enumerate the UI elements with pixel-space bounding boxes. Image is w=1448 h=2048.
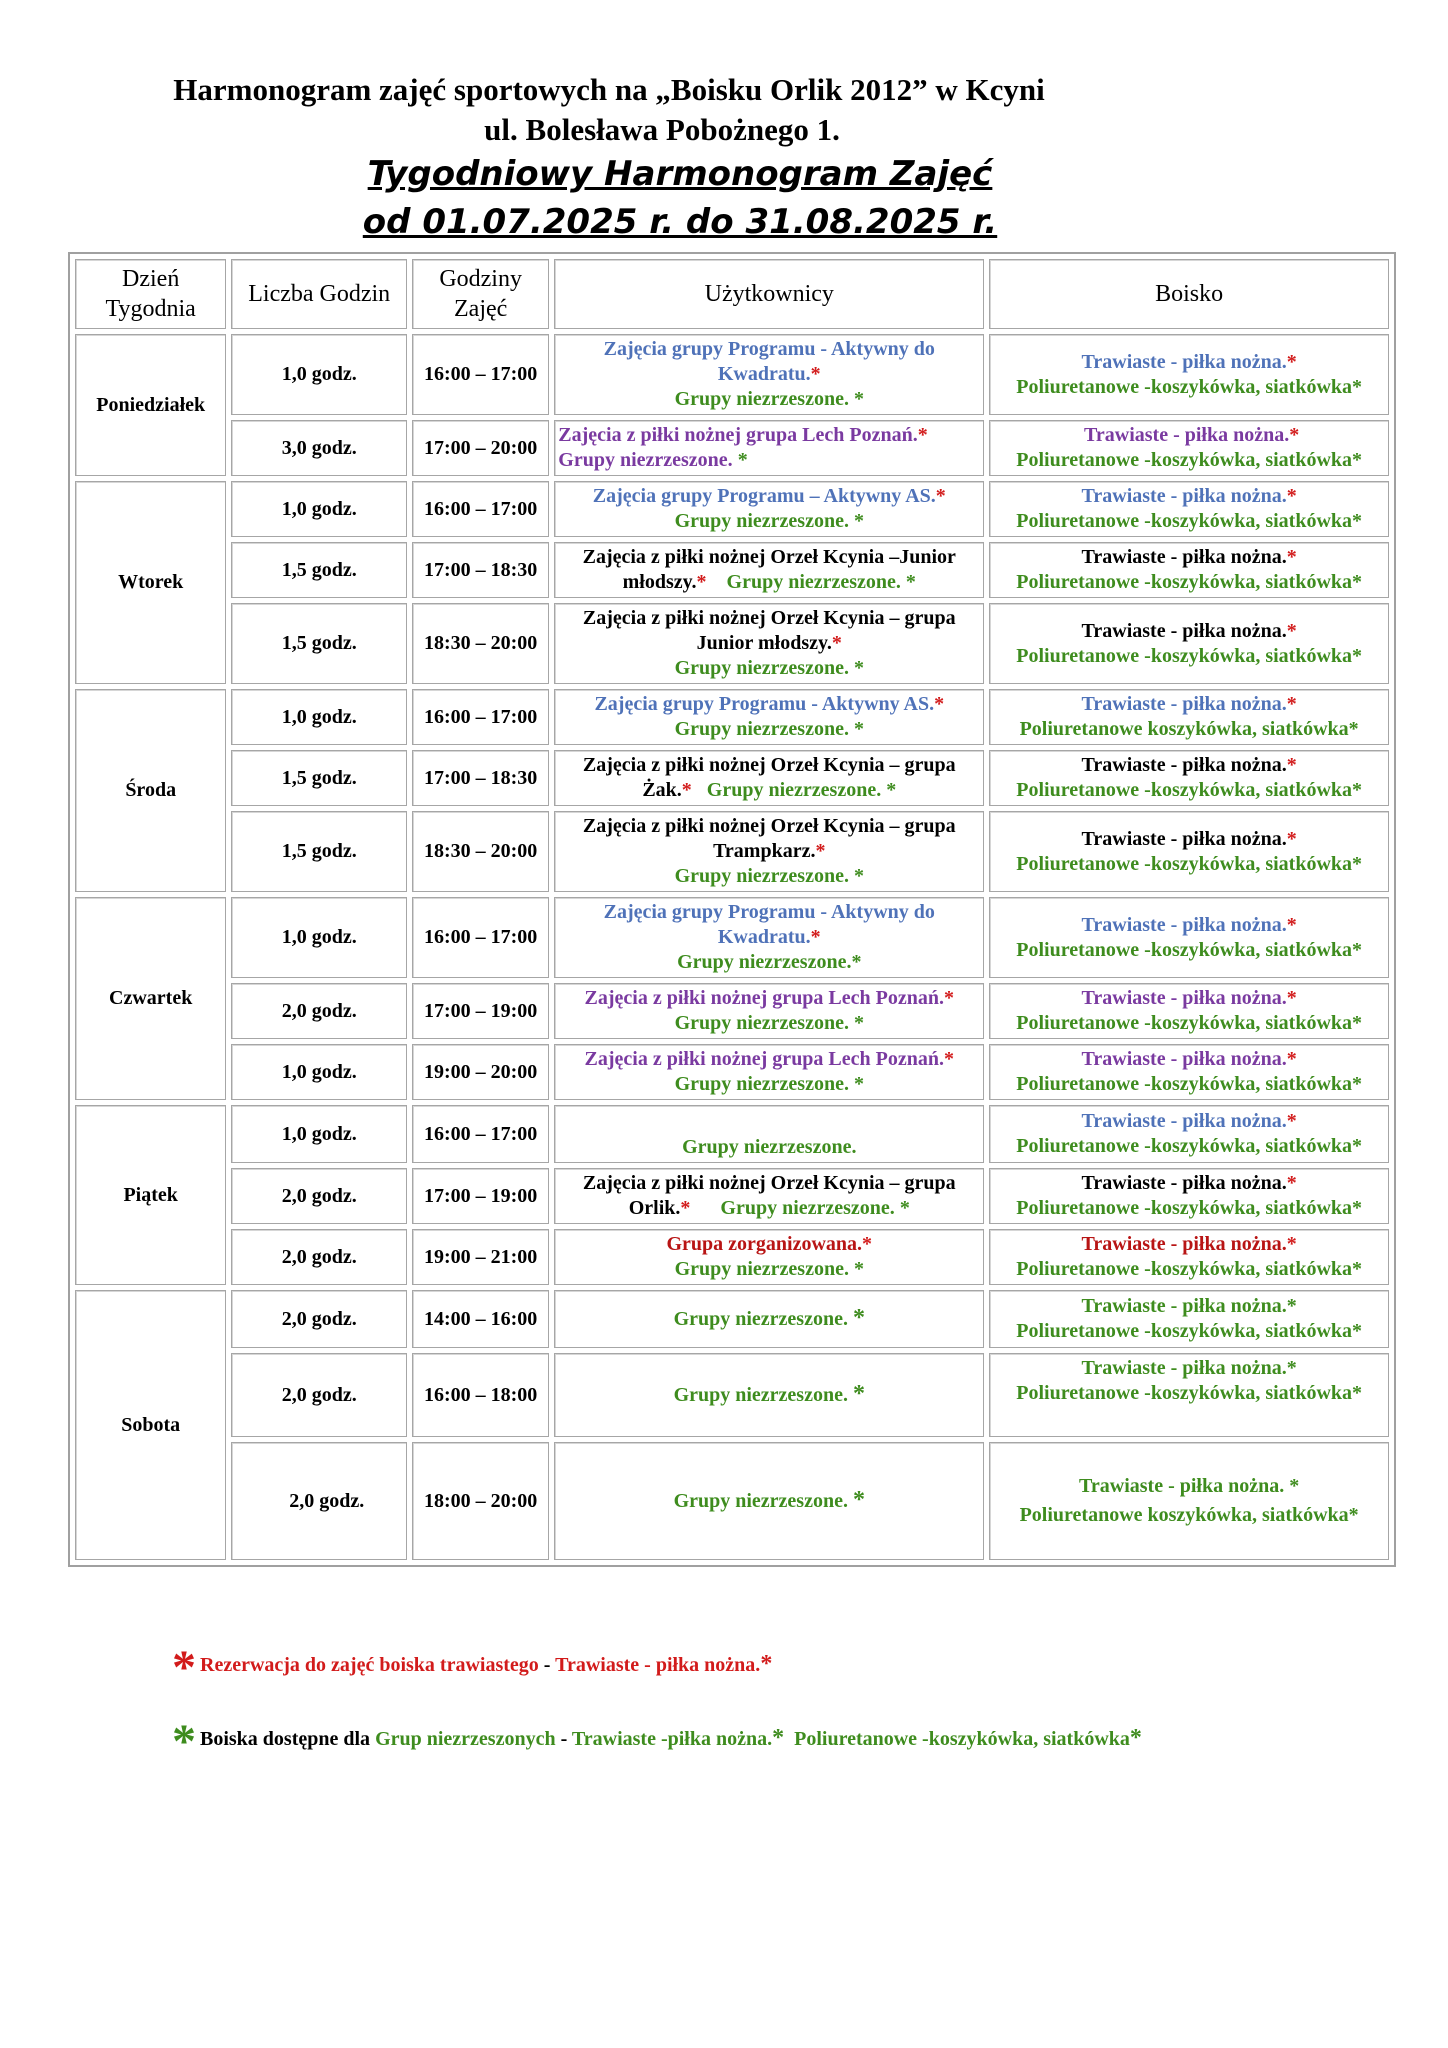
hours-cell: 1,5 godz.: [231, 750, 407, 806]
table-row: [75, 334, 1389, 415]
title-line-1: Harmonogram zajęć sportowych na „Boisku Orlik 2012” w Kcyni: [173, 72, 1045, 107]
red-asterisk-icon: *: [172, 1641, 196, 1694]
table-row: [75, 1353, 1389, 1437]
table-row: [75, 542, 1389, 598]
time-cell: 14:00 – 16:00: [412, 1290, 549, 1348]
header-hours: Liczba Godzin: [231, 259, 407, 329]
users-cell: Zajęcia z piłki nożnej grupa Lech Poznań.* Grupy niezrzeszone. *: [554, 983, 984, 1039]
users-cell: Grupy niezrzeszone. *: [554, 1353, 984, 1437]
header-users: Użytkownicy: [554, 259, 984, 329]
table-row: [75, 1168, 1389, 1224]
field-cell: Trawiaste - piłka nożna.* Poliuretanowe -koszykówka, siatkówka*: [989, 811, 1389, 892]
subtitle-line-2: od 01.07.2025 r. do 31.08.2025 r.: [362, 202, 998, 242]
hours-cell: 1,0 godz.: [231, 689, 407, 745]
users-cell: Zajęcia z piłki nożnej Orzeł Kcynia – grupa Junior młodszy.* Grupy niezrzeszone. *: [554, 603, 984, 684]
table-row: [75, 689, 1389, 745]
field-cell: Trawiaste - piłka nożna.* Poliuretanowe -koszykówka, siatkówka*: [989, 481, 1389, 537]
hours-cell: 1,0 godz.: [231, 334, 407, 415]
table-row: [75, 897, 1389, 978]
hours-cell: 1,0 godz.: [231, 1044, 407, 1100]
header-field: Boisko: [989, 259, 1389, 329]
users-cell: Zajęcia z piłki nożnej Orzeł Kcynia – grupa Żak.* Grupy niezrzeszone. *: [554, 750, 984, 806]
users-cell: Zajęcia z piłki nożnej Orzeł Kcynia – grupa Orlik.* Grupy niezrzeszone. *: [554, 1168, 984, 1224]
schedule-table: [68, 252, 1396, 1567]
field-cell: Trawiaste - piłka nożna.* Poliuretanowe -koszykówka, siatkówka*: [989, 1105, 1389, 1163]
legend-availability: * Boiska dostępne dla Grup niezrzeszonych - Trawiaste -piłka nożna.* Poliuretanowe -koszykówka, siatkówka*: [172, 1715, 1142, 1768]
hours-cell: 2,0 godz.: [231, 1442, 407, 1560]
users-cell: Zajęcia grupy Programu - Aktywny do Kwadratu.* Grupy niezrzeszone. *: [554, 334, 984, 415]
users-cell: Zajęcia z piłki nożnej Orzeł Kcynia – grupa Trampkarz.* Grupy niezrzeszone. *: [554, 811, 984, 892]
hours-cell: 2,0 godz.: [231, 1229, 407, 1285]
subtitle-line-1: Tygodniowy Harmonogram Zajęć: [367, 154, 993, 194]
day-tuesday: Wtorek: [75, 481, 226, 684]
hours-cell: 2,0 godz.: [231, 1353, 407, 1437]
header-time: Godziny Zajęć: [412, 259, 549, 329]
table-row: [75, 1044, 1389, 1100]
hours-cell: 1,5 godz.: [231, 811, 407, 892]
time-cell: 16:00 – 17:00: [412, 1105, 549, 1163]
field-cell: Trawiaste - piłka nożna.* Poliuretanowe -koszykówka, siatkówka*: [989, 1168, 1389, 1224]
table-row: [75, 481, 1389, 537]
day-thursday: Czwartek: [75, 897, 226, 1100]
users-cell: Grupy niezrzeszone. *: [554, 1442, 984, 1560]
field-cell: Trawiaste - piłka nożna.* Poliuretanowe -koszykówka, siatkówka*: [989, 750, 1389, 806]
users-cell: Grupa zorganizowana.* Grupy niezrzeszone. *: [554, 1229, 984, 1285]
field-cell: Trawiaste - piłka nożna.* Poliuretanowe -koszykówka, siatkówka*: [989, 334, 1389, 415]
hours-cell: 1,0 godz.: [231, 897, 407, 978]
users-cell: Zajęcia z piłki nożnej grupa Lech Poznań.* Grupy niezrzeszone. *: [554, 1044, 984, 1100]
table-row: [75, 750, 1389, 806]
time-cell: 19:00 – 21:00: [412, 1229, 549, 1285]
time-cell: 17:00 – 19:00: [412, 1168, 549, 1224]
table-row: [75, 1229, 1389, 1285]
field-cell: Trawiaste - piłka nożna.* Poliuretanowe -koszykówka, siatkówka*: [989, 542, 1389, 598]
day-monday: Poniedziałek: [75, 334, 226, 476]
legend-reservation: * Rezerwacja do zajęć boiska trawiastego - Trawiaste - piłka nożna.*: [172, 1641, 773, 1694]
header-day: Dzień Tygodnia: [75, 259, 226, 329]
field-cell: Trawiaste - piłka nożna.* Poliuretanowe -koszykówka, siatkówka*: [989, 1044, 1389, 1100]
header-row: [75, 259, 1389, 329]
time-cell: 17:00 – 20:00: [412, 420, 549, 476]
time-cell: 16:00 – 17:00: [412, 481, 549, 537]
day-saturday: Sobota: [75, 1290, 226, 1560]
green-asterisk-icon: *: [172, 1715, 196, 1768]
hours-cell: 1,5 godz.: [231, 603, 407, 684]
time-cell: 16:00 – 17:00: [412, 689, 549, 745]
users-cell: Zajęcia grupy Programu – Aktywny AS.* Grupy niezrzeszone. *: [554, 481, 984, 537]
users-cell: Grupy niezrzeszone.: [554, 1105, 984, 1163]
users-cell: Zajęcia grupy Programu - Aktywny AS.* Grupy niezrzeszone. *: [554, 689, 984, 745]
field-cell: Trawiaste - piłka nożna.* Poliuretanowe -koszykówka, siatkówka*: [989, 983, 1389, 1039]
field-cell: Trawiaste - piłka nożna.* Poliuretanowe -koszykówka, siatkówka*: [989, 1229, 1389, 1285]
users-cell: Zajęcia z piłki nożnej grupa Lech Poznań.* Grupy niezrzeszone. *: [554, 420, 984, 476]
field-cell: Trawiaste - piłka nożna.* Poliuretanowe -koszykówka, siatkówka*: [989, 420, 1389, 476]
users-cell: Zajęcia z piłki nożnej Orzeł Kcynia –Junior młodszy.* Grupy niezrzeszone. *: [554, 542, 984, 598]
hours-cell: 1,0 godz.: [231, 1105, 407, 1163]
field-cell: Trawiaste - piłka nożna.* Poliuretanowe -koszykówka, siatkówka*: [989, 603, 1389, 684]
field-cell: Trawiaste - piłka nożna. * Poliuretanowe koszykówka, siatkówka*: [989, 1442, 1389, 1560]
users-cell: Grupy niezrzeszone. *: [554, 1290, 984, 1348]
day-wednesday: Środa: [75, 689, 226, 892]
time-cell: 17:00 – 19:00: [412, 983, 549, 1039]
hours-cell: 2,0 godz.: [231, 1290, 407, 1348]
hours-cell: 3,0 godz.: [231, 420, 407, 476]
time-cell: 16:00 – 18:00: [412, 1353, 549, 1437]
day-friday: Piątek: [75, 1105, 226, 1285]
time-cell: 18:30 – 20:00: [412, 811, 549, 892]
table-row: [75, 1105, 1389, 1163]
field-cell: Trawiaste - piłka nożna.* Poliuretanowe -koszykówka, siatkówka*: [989, 1353, 1389, 1437]
time-cell: 19:00 – 20:00: [412, 1044, 549, 1100]
field-cell: Trawiaste - piłka nożna.* Poliuretanowe -koszykówka, siatkówka*: [989, 1290, 1389, 1348]
time-cell: 17:00 – 18:30: [412, 542, 549, 598]
time-cell: 16:00 – 17:00: [412, 334, 549, 415]
table-row: [75, 1290, 1389, 1348]
table-row: [75, 811, 1389, 892]
document-title: [0, 70, 1448, 150]
hours-cell: 2,0 godz.: [231, 983, 407, 1039]
field-cell: Trawiaste - piłka nożna.* Poliuretanowe -koszykówka, siatkówka*: [989, 897, 1389, 978]
hours-cell: 1,5 godz.: [231, 542, 407, 598]
title-line-2: ul. Bolesława Pobożnego 1.: [484, 112, 840, 147]
users-cell: Zajęcia grupy Programu - Aktywny do Kwadratu.* Grupy niezrzeszone.*: [554, 897, 984, 978]
hours-cell: 2,0 godz.: [231, 1168, 407, 1224]
time-cell: 18:00 – 20:00: [412, 1442, 549, 1560]
table-row: [75, 1442, 1389, 1560]
table-row: [75, 420, 1389, 476]
table-row: [75, 983, 1389, 1039]
field-cell: Trawiaste - piłka nożna.* Poliuretanowe koszykówka, siatkówka*: [989, 689, 1389, 745]
time-cell: 16:00 – 17:00: [412, 897, 549, 978]
time-cell: 18:30 – 20:00: [412, 603, 549, 684]
table-row: [75, 603, 1389, 684]
schedule-subtitle: [0, 150, 1448, 246]
time-cell: 17:00 – 18:30: [412, 750, 549, 806]
hours-cell: 1,0 godz.: [231, 481, 407, 537]
